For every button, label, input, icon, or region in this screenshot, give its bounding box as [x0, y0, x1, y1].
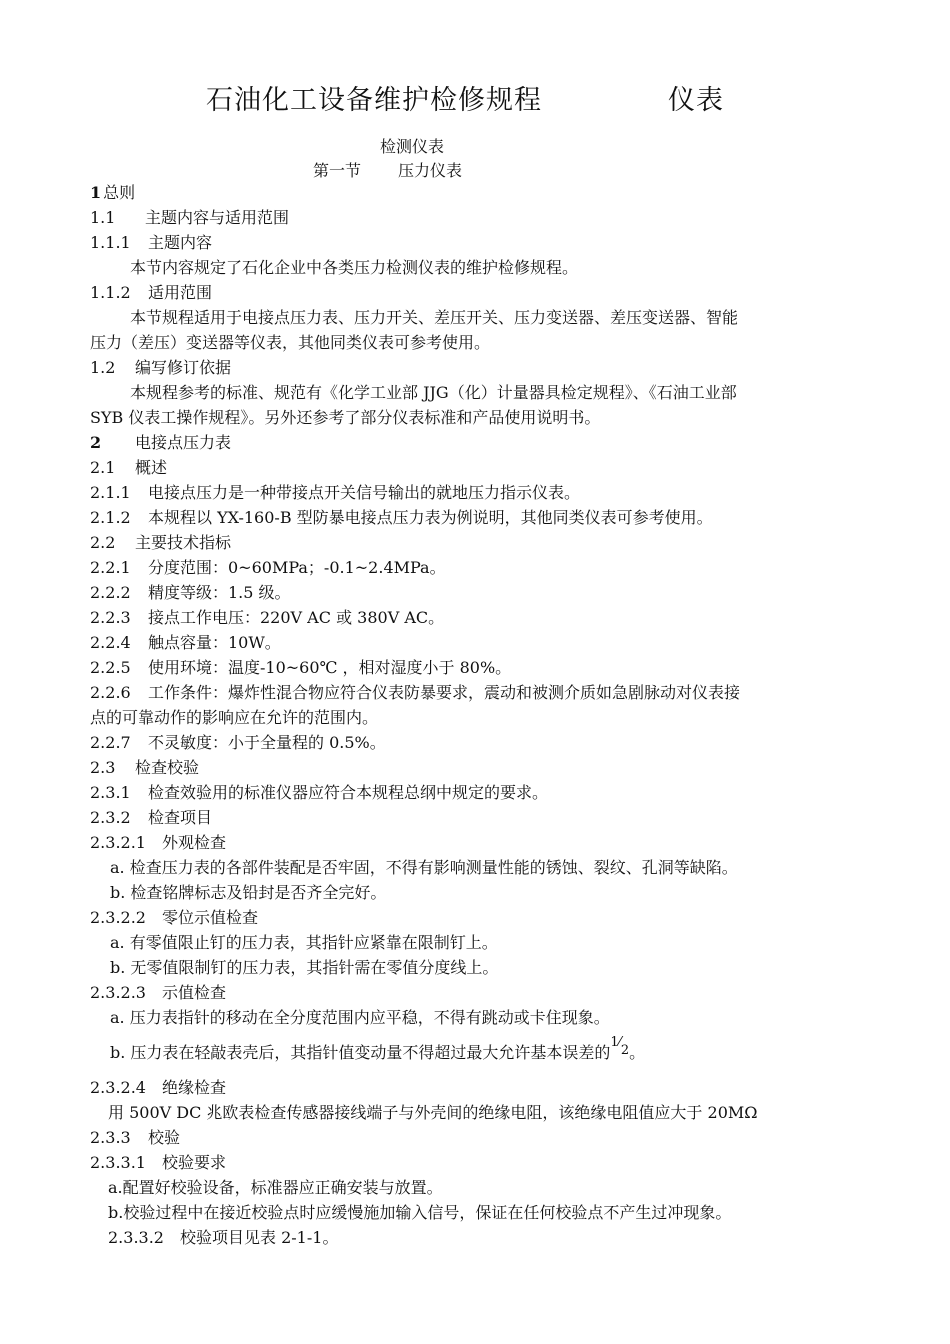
clause-number: 2.3.1: [90, 783, 131, 802]
clause-text: 主题内容与适用范围: [145, 208, 290, 227]
clause-text: 电接点压力表: [135, 433, 232, 452]
clause-number: 1.1.1: [90, 233, 131, 252]
clause-text: 点的可靠动作的影响应在允许的范围内。: [90, 708, 379, 727]
text-line: [90, 583, 291, 603]
clause-number: 1: [90, 183, 102, 202]
text-line: [90, 808, 212, 828]
text-line: [90, 658, 511, 678]
clause-text: 校验项目见表 2-1-1。: [180, 1228, 339, 1247]
fraction-half: [610, 1035, 630, 1058]
text-line: [108, 1103, 758, 1123]
text-line: [110, 1035, 646, 1065]
text-line: [90, 183, 135, 203]
clause-text: 本规程以 YX-160-B 型防暴电接点压力表为例说明，其他同类仪表可参考使用。: [148, 508, 713, 527]
section-title: 压力仪表: [398, 161, 463, 180]
clause-text: 校验要求: [162, 1153, 227, 1172]
text-line: [90, 458, 167, 478]
clause-text: b. 压力表在轻敲表壳后，其指针值变动量不得超过最大允许基本误差的: [110, 1043, 611, 1062]
clause-number: 2.1.1: [90, 483, 131, 502]
clause-number: 1.1.2: [90, 283, 131, 302]
text-line: [90, 233, 212, 253]
text-line: [130, 308, 738, 328]
clause-text: 不灵敏度：小于全量程的 0.5%。: [148, 733, 386, 752]
sentence-end: 。: [629, 1043, 646, 1062]
title-main: 石油化工设备维护检修规程: [206, 85, 542, 116]
clause-number: 2.3: [90, 758, 116, 777]
clause-text: 概述: [135, 458, 168, 477]
text-line: [90, 608, 444, 628]
clause-number: 2.3.2.1: [90, 833, 146, 852]
text-line: [90, 708, 378, 728]
text-line: [130, 258, 578, 278]
clause-text: 检查项目: [148, 808, 213, 827]
text-line: [110, 858, 738, 878]
clause-text: 示值检查: [162, 983, 227, 1002]
text-line: [110, 933, 498, 953]
clause-text: 零位示值检查: [162, 908, 259, 927]
text-line: [90, 1128, 180, 1148]
clause-text: b. 无零值限制钉的压力表，其指针需在零值分度线上。: [110, 958, 499, 977]
clause-text: 检查校验: [135, 758, 200, 777]
text-line: [90, 1153, 226, 1173]
clause-number: 2: [90, 433, 102, 452]
text-line: [90, 733, 386, 753]
clause-number: 2.3.3.1: [90, 1153, 146, 1172]
title-right: 仪表: [668, 85, 724, 116]
text-line: [90, 208, 289, 228]
clause-text: a. 压力表指针的移动在全分度范围内应平稳，不得有跳动或卡住现象。: [110, 1008, 610, 1027]
text-line: [90, 758, 199, 778]
clause-text: a. 检查压力表的各部件装配是否牢固，不得有影响测量性能的锈蚀、裂纹、孔洞等缺陷。: [110, 858, 738, 877]
text-line: [90, 483, 580, 503]
text-line: [90, 333, 490, 353]
fraction-slash: ⁄: [618, 1035, 621, 1050]
text-line: [110, 958, 498, 978]
clause-text: 压力（差压）变送器等仪表，其他同类仪表可参考使用。: [90, 333, 491, 352]
clause-text: b.校验过程中在接近校验点时应缓慢施加输入信号，保证在任何校验点不产生过冲现象。: [108, 1203, 732, 1222]
clause-number: 2.3.2.2: [90, 908, 146, 927]
clause-text: 主要技术指标: [135, 533, 232, 552]
clause-text: 触点容量：10W。: [148, 633, 281, 652]
clause-text: 接点工作电压：220V AC 或 380V AC。: [148, 608, 445, 627]
clause-text: 工作条件：爆炸性混合物应符合仪表防暴要求，震动和被测介质如急剧脉动对仪表接: [148, 683, 741, 702]
text-line: [90, 508, 713, 528]
text-line: [90, 533, 231, 553]
clause-text: b. 检查铭牌标志及铅封是否齐全完好。: [110, 883, 387, 902]
clause-number: 2.2: [90, 533, 116, 552]
text-line: [90, 433, 231, 453]
clause-number: 2.3.3: [90, 1128, 131, 1147]
text-line: [90, 1078, 226, 1098]
text-line: [110, 1008, 610, 1028]
clause-text: 编写修订依据: [135, 358, 232, 377]
clause-text: 精度等级：1.5 级。: [148, 583, 291, 602]
clause-number: 2.1: [90, 458, 116, 477]
clause-text: 检查效验用的标准仪器应符合本规程总纲中规定的要求。: [148, 783, 549, 802]
clause-number: 2.2.6: [90, 683, 131, 702]
clause-number: 2.2.7: [90, 733, 131, 752]
clause-text: 绝缘检查: [162, 1078, 227, 1097]
clause-text: 本节规程适用于电接点压力表、压力开关、差压开关、压力变送器、差压变送器、智能: [130, 308, 739, 327]
document-title: [0, 78, 950, 118]
clause-number: 2.2.1: [90, 558, 131, 577]
clause-number: 2.3.2.3: [90, 983, 146, 1002]
clause-number: 1.1: [90, 208, 116, 227]
text-line: [90, 408, 600, 428]
clause-text: 外观检查: [162, 833, 227, 852]
clause-text: 用 500V DC 兆欧表检查传感器接线端子与外壳间的绝缘电阻，该绝缘电阻值应大于 20MΩ: [108, 1103, 758, 1122]
text-line: [90, 558, 446, 578]
text-line: [90, 633, 281, 653]
clause-number: 2.2.5: [90, 658, 131, 677]
text-line: [108, 1178, 443, 1198]
text-line: [130, 383, 737, 403]
text-line: [110, 883, 386, 903]
text-line: [90, 833, 226, 853]
clause-number: 2.3.2.4: [90, 1078, 146, 1097]
clause-number: 2.2.4: [90, 633, 131, 652]
text-line: [108, 1228, 338, 1248]
clause-text: 主题内容: [148, 233, 213, 252]
clause-text: SYB 仪表工操作规程》。另外还参考了部分仪表标准和产品使用说明书。: [90, 408, 601, 427]
text-line: [90, 983, 226, 1003]
clause-text: a.配置好校验设备，标准器应正确安装与放置。: [108, 1178, 443, 1197]
clause-number: 2.3.3.2: [108, 1228, 164, 1247]
clause-text: 总则: [103, 183, 136, 202]
fraction-numerator: 1: [610, 1035, 619, 1050]
clause-text: 校验: [148, 1128, 181, 1147]
clause-number: 2.3.2: [90, 808, 131, 827]
text-line: [90, 783, 548, 803]
text-line: [108, 1203, 731, 1223]
fraction-denominator: 2: [620, 1043, 630, 1058]
clause-text: 本节内容规定了石化企业中各类压力检测仪表的维护检修规程。: [130, 258, 579, 277]
clause-text: 适用范围: [148, 283, 213, 302]
text-line: [90, 683, 740, 703]
clause-text: 分度范围：0~60MPa；-0.1~2.4MPa。: [148, 558, 446, 577]
clause-text: 使用环境：温度-10~60℃ ，相对湿度小于 80%。: [148, 658, 512, 677]
clause-number: 2.1.2: [90, 508, 131, 527]
clause-text: a. 有零值限止钉的压力表，其指针应紧靠在限制钉上。: [110, 933, 498, 952]
subtitle: 检测仪表: [380, 137, 445, 156]
clause-text: 电接点压力是一种带接点开关信号输出的就地压力指示仪表。: [148, 483, 581, 502]
text-line: [90, 283, 212, 303]
clause-number: 1.2: [90, 358, 116, 377]
clause-number: 2.2.3: [90, 608, 131, 627]
text-line: [90, 358, 231, 378]
clause-number: 2.2.2: [90, 583, 131, 602]
clause-text: 本规程参考的标准、规范有《化学工业部 JJG（化）计量器具检定规程》、《石油工业部: [130, 383, 737, 402]
text-line: [90, 908, 258, 928]
section-label: 第一节: [313, 161, 362, 180]
